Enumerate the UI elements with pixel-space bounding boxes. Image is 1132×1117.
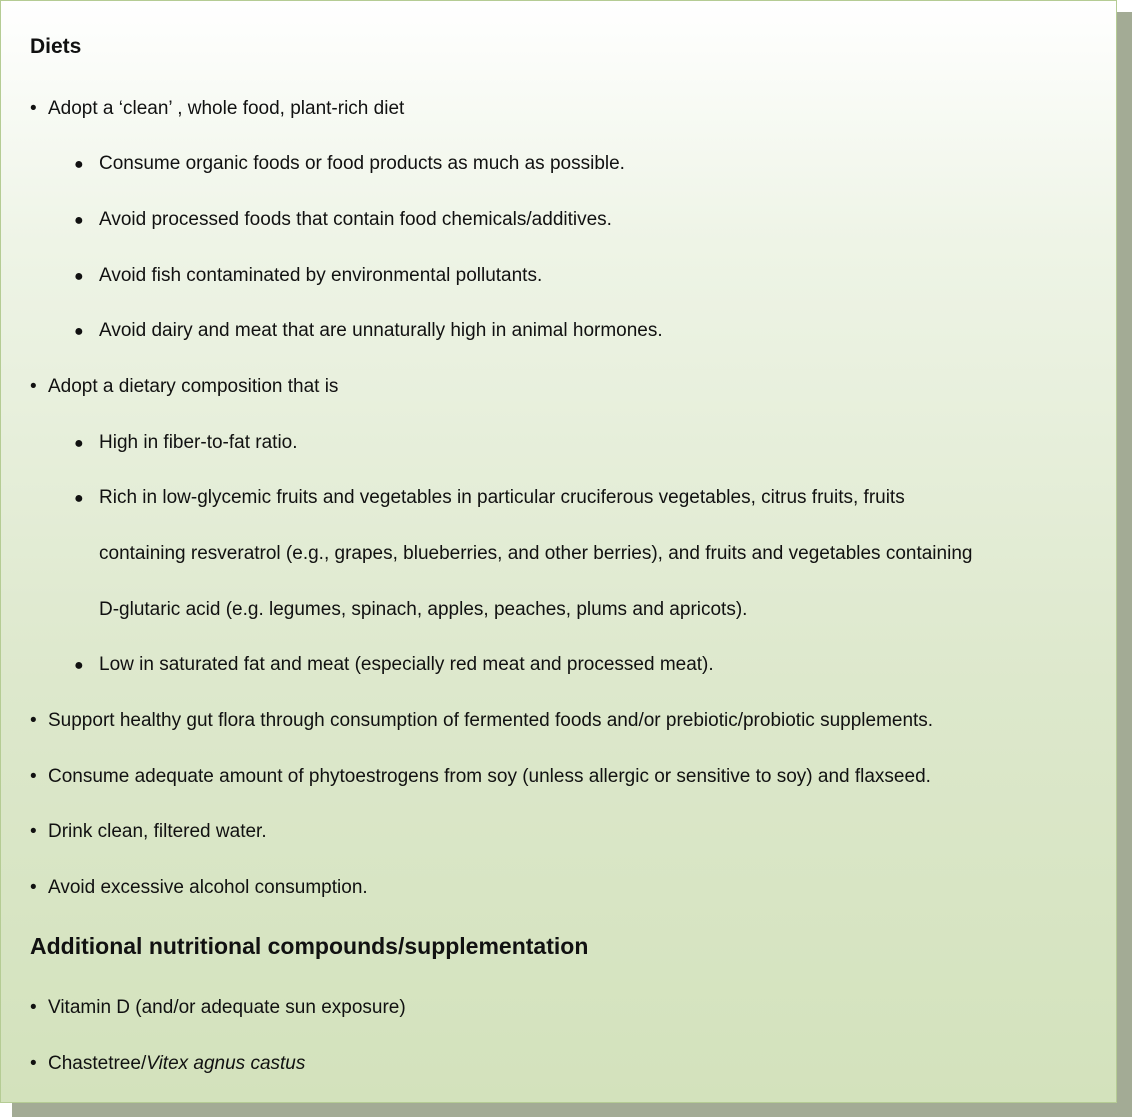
bullet: ● [74, 435, 84, 452]
bullet: ● [74, 323, 84, 340]
bullet: ● [74, 156, 84, 173]
bullet: ● [74, 490, 84, 507]
diet-item-water [30, 820, 267, 844]
diet-item-clean-diet [30, 97, 404, 121]
sub-item-low-glycemic-line3: D-glutaric acid (e.g. legumes, spinach, apples, peaches, plums and apricots). [99, 599, 748, 620]
item-text: Vitamin D (and/or adequate sun exposure) [48, 997, 406, 1018]
bullet: ● [74, 268, 84, 285]
diet-item-phytoestrogens [30, 765, 931, 789]
item-text: Avoid processed foods that contain food chemicals/additives. [99, 209, 612, 230]
bullet: • [30, 877, 37, 898]
item-text: Drink clean, filtered water. [48, 821, 267, 842]
bullet: • [30, 98, 37, 119]
supplement-item-chastetree [30, 1052, 305, 1076]
diet-item-composition [30, 375, 338, 399]
sub-item-low-glycemic-line2: containing resveratrol (e.g., grapes, blueberries, and other berries), and fruits and vegetables containing [99, 543, 973, 564]
bullet: ● [74, 657, 84, 674]
bullet: • [30, 1053, 37, 1074]
supplements-heading: Additional nutritional compounds/supplementation [30, 933, 589, 959]
item-text: Adopt a dietary composition that is [48, 376, 339, 397]
supplement-item-vitamin-d [30, 996, 406, 1020]
item-text: Avoid fish contaminated by environmental pollutants. [99, 265, 543, 286]
item-text: Consume adequate amount of phytoestrogens from soy (unless allergic or sensitive to soy) and flaxseed. [48, 766, 931, 787]
bullet: • [30, 710, 37, 731]
bullet: ● [74, 212, 84, 229]
item-text: Rich in low-glycemic fruits and vegetables in particular cruciferous vegetables, citrus fruits, fruits [99, 487, 905, 508]
diets-heading: Diets [30, 35, 82, 58]
sub-item-processed-foods [74, 208, 612, 233]
sub-item-fish [74, 264, 542, 289]
bullet: • [30, 376, 37, 397]
item-text-italic: Vitex agnus castus [146, 1053, 306, 1074]
sub-item-low-glycemic [74, 486, 905, 511]
item-text: Consume organic foods or food products as much as possible. [99, 153, 625, 174]
sub-item-fiber [74, 431, 298, 456]
sub-item-organic [74, 152, 625, 177]
item-text: Chastetree/ [48, 1053, 147, 1074]
bullet: • [30, 766, 37, 787]
item-text: Avoid dairy and meat that are unnaturally high in animal hormones. [99, 320, 663, 341]
item-text: Adopt a ‘clean’ , whole food, plant-rich diet [48, 98, 405, 119]
item-text: Support healthy gut flora through consumption of fermented foods and/or prebiotic/probiotic supplements. [48, 710, 934, 731]
item-text: Low in saturated fat and meat (especially red meat and processed meat). [99, 654, 714, 675]
diet-item-gut-flora [30, 709, 933, 733]
bullet: • [30, 997, 37, 1018]
item-text: High in fiber-to-fat ratio. [99, 432, 298, 453]
item-text: Avoid excessive alcohol consumption. [48, 877, 368, 898]
sub-item-saturated-fat [74, 653, 714, 678]
diet-item-alcohol [30, 876, 368, 900]
sub-item-dairy-meat [74, 319, 663, 344]
bullet: • [30, 821, 37, 842]
